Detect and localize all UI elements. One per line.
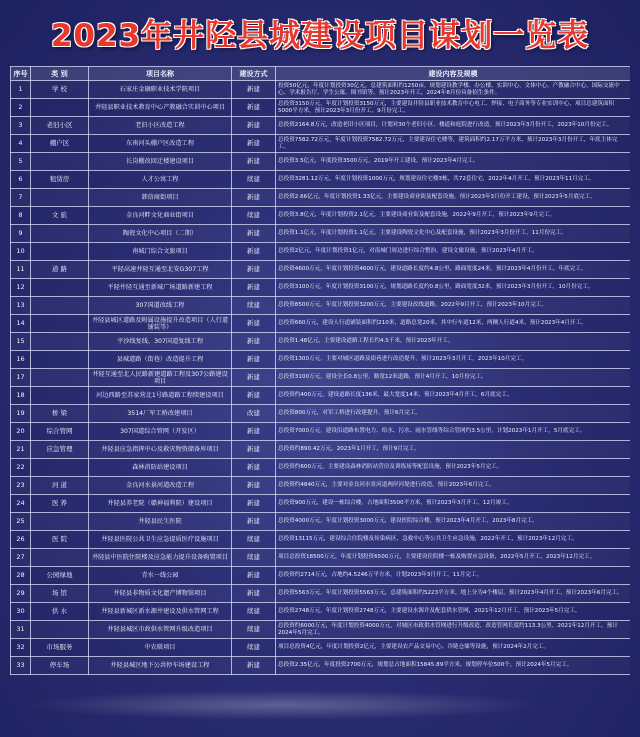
row-content: 总投资900万元，建设一栋综合楼，占地面积3500平方米，预计2023年3月开工，12月竣工。 bbox=[276, 495, 631, 513]
row-number: 1 bbox=[11, 81, 31, 99]
table-row bbox=[11, 459, 631, 477]
row-content: 总投资5563万元，年度计划投资5563万元，总建筑面积约5223平方米，地上分为4个楼层，预计2023年4月开工，预计2023年6月完工。 bbox=[276, 585, 631, 603]
row-category bbox=[31, 297, 89, 315]
row-number: 11 bbox=[11, 261, 31, 279]
row-project-name: 井陉县城区市政供水管网升级改造项目 bbox=[89, 621, 232, 639]
row-number: 23 bbox=[11, 477, 31, 495]
row-number: 6 bbox=[11, 171, 31, 189]
row-number: 12 bbox=[11, 279, 31, 297]
row-project-name: 陶瓷文化中心项目（二期） bbox=[89, 225, 232, 243]
row-number: 14 bbox=[11, 315, 31, 333]
table-row bbox=[11, 117, 631, 135]
row-project-name: 中农联项目 bbox=[89, 639, 232, 657]
table-row bbox=[11, 189, 631, 207]
row-build-mode: 新建 bbox=[232, 81, 276, 99]
row-category: 应急管理 bbox=[31, 441, 89, 459]
row-category bbox=[31, 243, 89, 261]
table-row bbox=[11, 639, 631, 657]
row-number: 9 bbox=[11, 225, 31, 243]
row-category bbox=[31, 315, 89, 333]
row-category: 场 馆 bbox=[31, 585, 89, 603]
row-project-name: 东南河头棚户区改造工程 bbox=[89, 135, 232, 153]
table-row bbox=[11, 351, 631, 369]
row-content: 总投资2.35亿元，年度投资2700万元，规划总占地面积15845.89平方米，规划停车位500个，预计2024年5月完工。 bbox=[276, 657, 631, 675]
table-row bbox=[11, 567, 631, 585]
row-build-mode: 新建 bbox=[232, 153, 276, 171]
row-build-mode: 新建 bbox=[232, 261, 276, 279]
row-category: 医 院 bbox=[31, 531, 89, 549]
row-project-name: 井陉县非物质文化遗产博物馆项目 bbox=[89, 585, 232, 603]
row-build-mode: 续建 bbox=[232, 603, 276, 621]
row-category bbox=[31, 189, 89, 207]
row-build-mode: 续建 bbox=[232, 621, 276, 639]
row-number: 21 bbox=[11, 441, 31, 459]
row-content: 总投资1.1亿元，年度计划投资1.1亿元，主要建设陶瓷文化中心及配套设施，预计2023年3月份开工，11月份完工。 bbox=[276, 225, 631, 243]
table-header-row bbox=[11, 67, 631, 81]
row-content: 总投资2164.8万元，改造老旧小区项目，计划对30个老旧小区、楼道和庭院进行改造，预计2023年3月份开工，2023年10月份完工。 bbox=[276, 117, 631, 135]
row-category bbox=[31, 351, 89, 369]
row-project-name: 307国道综合管网（开发区） bbox=[89, 423, 232, 441]
row-build-mode: 新建 bbox=[232, 585, 276, 603]
header-project-name: 项目名称 bbox=[89, 67, 232, 81]
row-number: 31 bbox=[11, 621, 31, 639]
table-row bbox=[11, 549, 631, 567]
row-project-name: 青水一线公园 bbox=[89, 567, 232, 585]
table-row bbox=[11, 531, 631, 549]
row-category bbox=[31, 387, 89, 405]
row-content: 总投资1300万元，主要对城区道路及街巷进行改造提升，预计2023年3月开工，2023年10月完工。 bbox=[276, 351, 631, 369]
row-content: 总投资4600万元，年度计划投资4600万元，建设道路长度约4.8公里，路面宽度24米，预计2023年4月份开工，年底完工。 bbox=[276, 261, 631, 279]
row-number: 7 bbox=[11, 189, 31, 207]
row-category: 文 旅 bbox=[31, 207, 89, 225]
row-number: 29 bbox=[11, 585, 31, 603]
table-row bbox=[11, 477, 631, 495]
row-build-mode: 新建 bbox=[232, 99, 276, 117]
row-content: 总投资8500万元，年度计划投资3200万元，主要建设改线道路，2022年9月开工，预计2023年10月完工。 bbox=[276, 297, 631, 315]
row-category: 停车场 bbox=[31, 657, 89, 675]
row-category: 供 水 bbox=[31, 603, 89, 621]
row-content: 总投资约4840万元，主要对金良河水景河道两岸河堤进行改造，预计2023年6月完工。 bbox=[276, 477, 631, 495]
table-row bbox=[11, 621, 631, 639]
row-build-mode: 新建 bbox=[232, 513, 276, 531]
project-table bbox=[10, 66, 630, 675]
table-row bbox=[11, 441, 631, 459]
row-number: 20 bbox=[11, 423, 31, 441]
row-content: 总投资3150万元，年度计划投资3150万元，主要建设井陉县职业技术教育中心电工、焊接、电子商务等专业实训中心，项目总建筑面积5000平方米，预计2023年3月份开工，9月份完工。 bbox=[276, 99, 631, 117]
table-row bbox=[11, 369, 631, 387]
row-category bbox=[31, 513, 89, 531]
row-content: 总投资2亿元，年度计划投资1亿元，对南城门周边进行综合整治，建设文旅设施，预计2023年4月开工。 bbox=[276, 243, 631, 261]
table-row bbox=[11, 513, 631, 531]
row-content: 总投资约890.42万元，2023年1月开工，预计9月完工。 bbox=[276, 441, 631, 459]
row-build-mode: 新建 bbox=[232, 567, 276, 585]
row-number: 2 bbox=[11, 99, 31, 117]
row-content: 项目总投资4亿元，年度计划投资2亿元，主要建设农产品交易中心、冷链仓储等设施，预计2024年2月完工。 bbox=[276, 639, 631, 657]
row-build-mode: 新建 bbox=[232, 225, 276, 243]
row-category bbox=[31, 621, 89, 639]
row-build-mode: 新建 bbox=[232, 657, 276, 675]
row-project-name: 井陉县城区道路及附属设施提升改造项目（人行道铺装等） bbox=[89, 315, 232, 333]
row-number: 28 bbox=[11, 567, 31, 585]
table-row bbox=[11, 225, 631, 243]
row-category bbox=[31, 549, 89, 567]
row-number: 16 bbox=[11, 351, 31, 369]
row-build-mode: 新建 bbox=[232, 135, 276, 153]
row-category: 棚户区 bbox=[31, 135, 89, 153]
row-category: 学 校 bbox=[31, 81, 89, 99]
table-row bbox=[11, 297, 631, 315]
row-category: 老旧小区 bbox=[31, 117, 89, 135]
header-category: 类 别 bbox=[31, 67, 89, 81]
table-row bbox=[11, 207, 631, 225]
row-project-name: 金良河畔文化商业街项目 bbox=[89, 207, 232, 225]
row-content: 总投资2748万元，年度计划投资2748万元，主要建设水源井及配套供水管网，2021年12月开工，预计2023年5月完工。 bbox=[276, 603, 631, 621]
table-row bbox=[11, 657, 631, 675]
row-build-mode: 新建 bbox=[232, 243, 276, 261]
row-content: 总投资3281.12万元，年度计划投资1000万元，规划建设住宅楼3栋，共72套住宅，2022年4月开工，预计2023年11月完工。 bbox=[276, 171, 631, 189]
row-number: 5 bbox=[11, 153, 31, 171]
row-category bbox=[31, 225, 89, 243]
row-category: 河 道 bbox=[31, 477, 89, 495]
row-number: 30 bbox=[11, 603, 31, 621]
table-row bbox=[11, 99, 631, 117]
table-row bbox=[11, 387, 631, 405]
row-content: 总投资2.66亿元，年度计划投资1.33亿元，主要建设商业街及配套设施，预计2023年3月份开工建设，预计2023年5月底完工。 bbox=[276, 189, 631, 207]
row-content: 总投资3.8亿元，年度计划投资2.1亿元，主要建设商业街及配套设施，2022年9月开工，预计2023年9月完工。 bbox=[276, 207, 631, 225]
row-category bbox=[31, 459, 89, 477]
header-build-mode: 建设方式 bbox=[232, 67, 276, 81]
row-build-mode: 新建 bbox=[232, 495, 276, 513]
row-build-mode: 新建 bbox=[232, 351, 276, 369]
row-content: 总投资800万元，对军工桥进行改建提升，预计6月完工。 bbox=[276, 405, 631, 423]
row-category bbox=[31, 369, 89, 387]
row-project-name: 井陉县民生医院 bbox=[89, 513, 232, 531]
row-project-name: 人才公寓工程 bbox=[89, 171, 232, 189]
row-content: 总投资3100万元，建设全长0.8公里，路宽12米道路，预计4月开工，10月份完工。 bbox=[276, 369, 631, 387]
table-row bbox=[11, 585, 631, 603]
row-content: 总投资约600万元，主要建设森林消防站营房及训练场等配套设施，预计2023年5月完工。 bbox=[276, 459, 631, 477]
row-number: 18 bbox=[11, 387, 31, 405]
row-number: 8 bbox=[11, 207, 31, 225]
table-row bbox=[11, 81, 631, 99]
row-category: 医 养 bbox=[31, 495, 89, 513]
table-row bbox=[11, 153, 631, 171]
row-project-name: 井陉县中医院住院楼及应急能力提升设备购置项目 bbox=[89, 549, 232, 567]
row-content: 总投资1.48亿元，主要建设道路工程长约4.5千米，预计2023年开工。 bbox=[276, 333, 631, 351]
row-build-mode: 新建 bbox=[232, 459, 276, 477]
row-category: 公园绿地 bbox=[31, 567, 89, 585]
row-number: 4 bbox=[11, 135, 31, 153]
table-row bbox=[11, 405, 631, 423]
row-project-name: 井陉县职业技术教育中心产教融合实训中心项目 bbox=[89, 99, 232, 117]
row-build-mode: 新建 bbox=[232, 477, 276, 495]
row-project-name: 金良河水景河道改造工程 bbox=[89, 477, 232, 495]
row-category: 租赁房 bbox=[31, 171, 89, 189]
row-content: 总投资7000万元，建设沿道路布置电力、给水、污水、雨水管线等综合管网约3.5公里，计划2023年1月开工，5月底完工。 bbox=[276, 423, 631, 441]
table-body bbox=[11, 81, 631, 675]
row-number: 19 bbox=[11, 405, 31, 423]
table-row bbox=[11, 135, 631, 153]
row-project-name: 井陉县应急指挥中心及救灾物资储备库项目 bbox=[89, 441, 232, 459]
row-category bbox=[31, 99, 89, 117]
row-build-mode: 新建 bbox=[232, 315, 276, 333]
row-project-name: 平沙线复线、307国道复线工程 bbox=[89, 333, 232, 351]
row-category bbox=[31, 279, 89, 297]
row-project-name: 平陉井陉互通至新城广场道路新建工程 bbox=[89, 279, 232, 297]
row-number: 13 bbox=[11, 297, 31, 315]
table-row bbox=[11, 495, 631, 513]
row-number: 17 bbox=[11, 369, 31, 387]
row-category bbox=[31, 153, 89, 171]
row-project-name: 平陉高速井陉互通至北安G307工程 bbox=[89, 261, 232, 279]
row-number: 15 bbox=[11, 333, 31, 351]
table-row bbox=[11, 423, 631, 441]
row-number: 27 bbox=[11, 549, 31, 567]
row-project-name: 井陉县医院公共卫生应急提质医疗设施项目 bbox=[89, 531, 232, 549]
row-number: 24 bbox=[11, 495, 31, 513]
row-build-mode: 新建 bbox=[232, 279, 276, 297]
table-row bbox=[11, 261, 631, 279]
row-build-mode: 续建 bbox=[232, 531, 276, 549]
row-category: 桥 梁 bbox=[31, 405, 89, 423]
row-category: 市场服务 bbox=[31, 639, 89, 657]
header-no: 序号 bbox=[11, 67, 31, 81]
row-project-name: 长岗棚改回迁楼建设项目 bbox=[89, 153, 232, 171]
row-project-name: 井陉县养老院（赣神福利院）建设项目 bbox=[89, 495, 232, 513]
row-content: 总投资约6000万元，年度计划投资4000万元，对城区市政供水管网进行升级改造，改造管网长度约113.3公里，2021年12月开工，预计2024年5月完工。 bbox=[276, 621, 631, 639]
row-content: 总投资约2714万元，占地约4.5246万平方米，计划2023年3月开工，11月完工。 bbox=[276, 567, 631, 585]
row-category: 综合管网 bbox=[31, 423, 89, 441]
row-project-name: 3514厂军工桥改建项目 bbox=[89, 405, 232, 423]
poster-title: 2023年井陉县城建设项目谋划一览表 bbox=[50, 18, 590, 54]
row-content: 总投资660万元，建设人行道铺装面积约210米，道路总宽20米，其中行车道12米，两侧人行道4米，预计2023年4月开工。 bbox=[276, 315, 631, 333]
row-content: 项目总投资18500万元，年度计划投资6500万元，主要建设住院楼一栋及购置应急设备，2022年5月开工，2023年12月完工。 bbox=[276, 549, 631, 567]
row-content: 总投资7582.72万元，年度计划投资7582.72万元，主要建设住宅楼等，建筑面积约2.17万平方米，预计2023年3月份开工，年底主体完工。 bbox=[276, 135, 631, 153]
row-content: 总投资13115万元，建设综合住院楼及传染病区、急救中心等公共卫生应急设施，2022年开工，预计2023年12月完工。 bbox=[276, 531, 631, 549]
table-row bbox=[11, 243, 631, 261]
row-build-mode: 续建 bbox=[232, 171, 276, 189]
project-table-container bbox=[10, 66, 630, 734]
table-row bbox=[11, 603, 631, 621]
row-build-mode: 新建 bbox=[232, 441, 276, 459]
row-build-mode: 新建 bbox=[232, 333, 276, 351]
row-category: 道 路 bbox=[31, 261, 89, 279]
row-project-name: 河边西路至苏家营北1号路道路工程续建设项目 bbox=[89, 387, 232, 405]
row-build-mode: 新建 bbox=[232, 369, 276, 387]
row-content: 总投资3100万元，年度计划投资3100万元，规划道路长度约0.8公里，路面宽度32米，预计2023年3月份开工，10月份完工。 bbox=[276, 279, 631, 297]
row-number: 10 bbox=[11, 243, 31, 261]
row-content: 总投资约400万元，建设道路长度136米，最大宽度14米，预计2023年4月开工，6月底完工。 bbox=[276, 387, 631, 405]
row-build-mode: 续建 bbox=[232, 297, 276, 315]
row-build-mode: 改建 bbox=[232, 405, 276, 423]
row-project-name: 韩信商街项目 bbox=[89, 189, 232, 207]
row-project-name: 森林消防站建设项目 bbox=[89, 459, 232, 477]
row-project-name: 井陉县城区地下公共停车场建设工程 bbox=[89, 657, 232, 675]
row-content: 投资50亿元，年度计划投资30亿元，总建筑面积约1250亩，规划建设教学楼、办公楼、实训中心、文体中心、产教融合中心、国际交流中心、学术报告厅、学生公寓、图书馆等，预计2023年开工，2024年8月份具备招生条件。 bbox=[276, 81, 631, 99]
row-project-name: 石家庄金融职业技术学院项目 bbox=[89, 81, 232, 99]
row-project-name: 307国道改线工程 bbox=[89, 297, 232, 315]
row-build-mode: 续建 bbox=[232, 207, 276, 225]
row-build-mode: 新建 bbox=[232, 387, 276, 405]
table-row bbox=[11, 333, 631, 351]
row-project-name: 井陉县新城区新水源井建设及供水管网工程 bbox=[89, 603, 232, 621]
row-number: 33 bbox=[11, 657, 31, 675]
row-content: 总投资3.5亿元，年度投资3500万元，2019年开工建设，预计2023年4月完工。 bbox=[276, 153, 631, 171]
row-number: 32 bbox=[11, 639, 31, 657]
row-project-name: 井陉互通至北人民路新建道路工程及307公路建设项目 bbox=[89, 369, 232, 387]
table-row bbox=[11, 279, 631, 297]
row-content: 总投资4000万元，年度计划投资3000万元，建设医院综合楼，预计2023年4月开工，2023年8月完工。 bbox=[276, 513, 631, 531]
row-build-mode: 新建 bbox=[232, 423, 276, 441]
row-build-mode: 新建 bbox=[232, 189, 276, 207]
row-number: 26 bbox=[11, 531, 31, 549]
row-project-name: 县城道路（街巷）改造提升工程 bbox=[89, 351, 232, 369]
row-build-mode: 新建 bbox=[232, 117, 276, 135]
row-build-mode: 续建 bbox=[232, 549, 276, 567]
row-category bbox=[31, 333, 89, 351]
row-number: 3 bbox=[11, 117, 31, 135]
row-project-name: 老旧小区改造工程 bbox=[89, 117, 232, 135]
table-row bbox=[11, 315, 631, 333]
header-content: 建设内容及规模 bbox=[276, 67, 631, 81]
row-number: 25 bbox=[11, 513, 31, 531]
row-number: 22 bbox=[11, 459, 31, 477]
table-row bbox=[11, 171, 631, 189]
row-build-mode: 续建 bbox=[232, 639, 276, 657]
row-project-name: 南城门综合文旅项目 bbox=[89, 243, 232, 261]
